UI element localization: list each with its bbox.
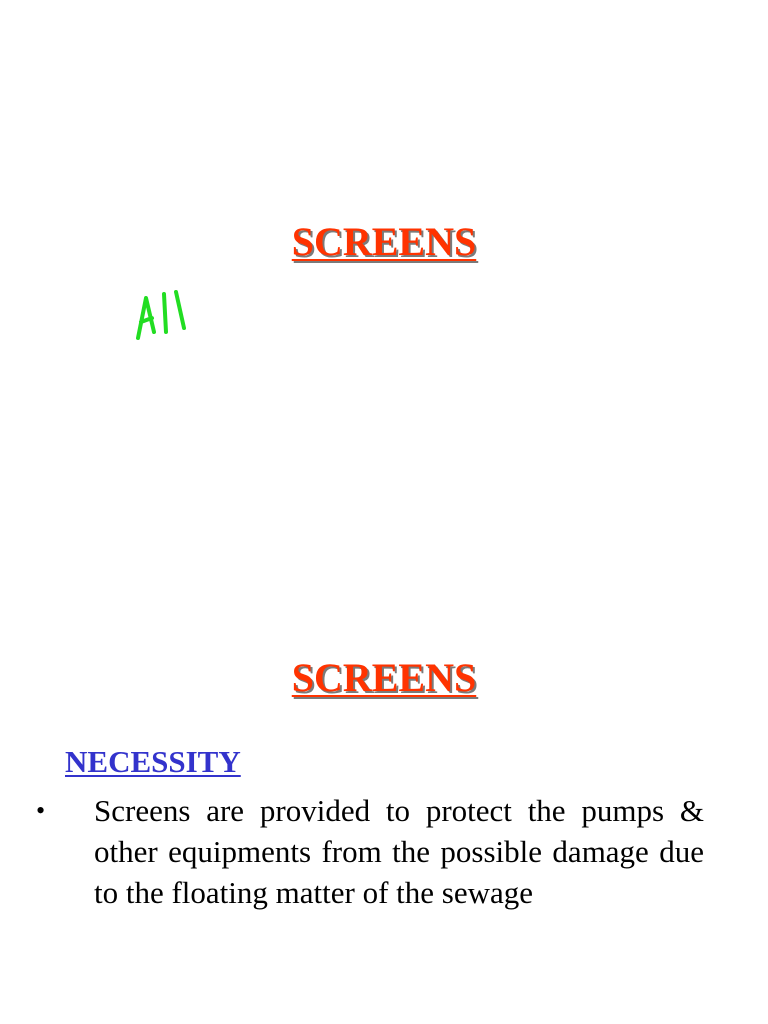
bullet-marker: • (36, 796, 46, 825)
slide-2 (0, 512, 768, 1024)
section-heading-necessity: NECESSITY (65, 744, 241, 779)
handwritten-annotation (132, 284, 202, 344)
bullet-item (30, 790, 704, 913)
slide-title: SCREENS (291, 655, 477, 700)
slide-title: SCREENS (291, 219, 477, 264)
bullet-list (30, 790, 730, 913)
bullet-text: Screens are provided to protect the pumps & other equipments from the possible damage due to the floating matter of the sewage (94, 793, 704, 910)
